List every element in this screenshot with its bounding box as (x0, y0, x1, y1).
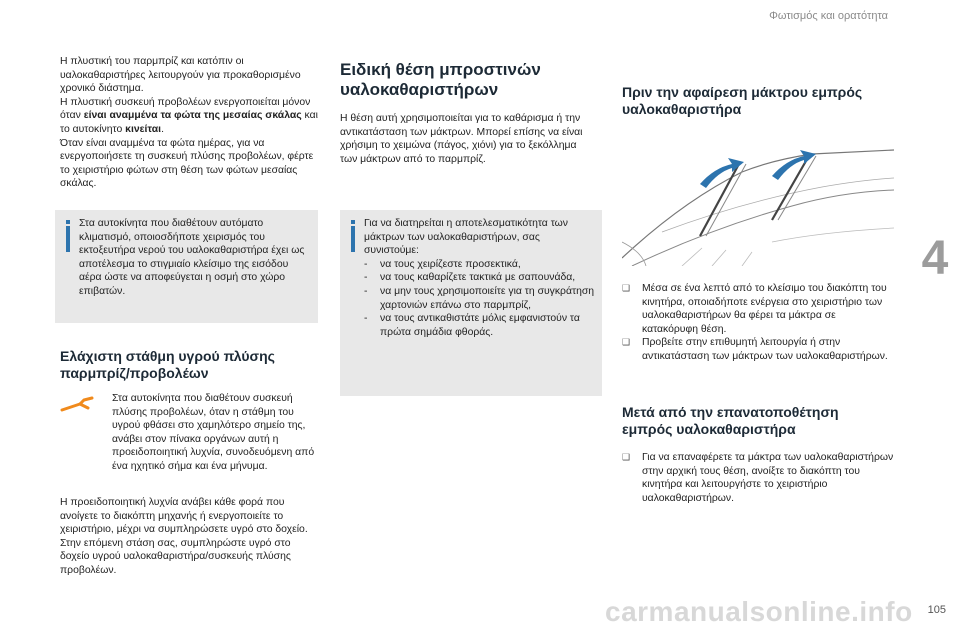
info-intro: Για να διατηρείται η αποτελεσματικότητα των μάκτρων των υαλοκαθαριστήρων, σας συνιστούμε: (364, 218, 568, 257)
info-box-blades (340, 210, 602, 396)
section-heading: Μετά από την επανατοποθέτηση εμπρός υαλοκαθαριστήρα (622, 404, 839, 437)
list-item: - να τους αντικαθιστάτε μόλις εμφανιστούν τα πρώτα σημάδια φθοράς. (364, 312, 596, 339)
info-icon (351, 226, 355, 252)
paragraph: Η πλυστική συσκευή προβολέων ενεργοποιείται μόνον όταν είναι αναμμένα τα φώτα της μεσαίας σκάλας και το αυτοκίνητο κινείται. (60, 96, 318, 135)
info-box-climate (55, 210, 318, 323)
section-title: Φωτισμός και ορατότητα (769, 10, 888, 22)
chapter-tab (910, 228, 960, 290)
paragraph: Η πλυστική του παρμπρίζ και κατόπιν οι υαλοκαθαριστήρες λειτουργούν για προκαθορισμένο χρονικό διάστημα. (60, 56, 301, 95)
list-item: - να τους χειρίζεστε προσεκτικά, (364, 258, 596, 272)
section-heading: Πριν την αφαίρεση μάκτρου εμπρός υαλοκαθαριστήρα (622, 84, 863, 117)
wiper-illustration (622, 132, 894, 266)
warning-text: Στα αυτοκίνητα που διαθέτουν συσκευή πλύσης προβολέων, όταν η στάθμη του υγρού φθάσει στο χαμηλότερο σημείο της, ανάβει στον πίνακα οργάνων αυτή η προειδοποιητική λυχνία, συνοδευόμενη από ένα ηχητικό σήμα και ένα μήνυμα. (112, 393, 315, 472)
section-heading: Ελάχιστη στάθμη υγρού πλύσης παρμπρίζ/προβολέων (60, 348, 275, 381)
paragraph: Η προειδοποιητική λυχνία ανάβει κάθε φορά που ανοίγετε το διακόπτη μηχανής ή ενεργοποιείτε το χειριστήριο, μέχρι να συμπληρώσετε υγρό στο δοχείο. (60, 497, 308, 536)
list-item: ❑ Προβείτε στην επιθυμητή λειτουργία ή στην αντικατάσταση των μάκτρων των υαλοκαθαριστήρων. (622, 336, 894, 363)
paragraph: Στην επόμενη στάση σας, συμπληρώστε υγρό στο δοχείο υγρού υαλοκαθαριστήρα/συσκευής πλύσης προβολέων. (60, 537, 291, 576)
info-icon (66, 226, 70, 252)
page-number: 105 (927, 604, 946, 616)
before-removal-list (622, 282, 894, 364)
list-item: ❑ Μέσα σε ένα λεπτό από το κλείσιμο του διακόπτη του κινητήρα, οποιαδήποτε ενέργεια στο χειριστήριο των υαλοκαθαριστήρων θα φέρει τα μάκτρα σε κατακόρυφη θέση. (622, 282, 894, 336)
after-refit-list (622, 451, 894, 505)
section-heading: Ειδική θέση μπροστινών υαλοκαθαριστήρων (340, 60, 541, 99)
list-item: - να μην τους χρησιμοποιείτε για τη συγκράτηση χαρτονιών επάνω στο παρμπρίζ, (364, 285, 596, 312)
washer-warning-icon (58, 394, 98, 416)
watermark: carmanualsonline.info (605, 596, 913, 627)
list-item: - να τους καθαρίζετε τακτικά με σαπουνάδα, (364, 271, 596, 285)
paragraph: Η θέση αυτή χρησιμοποιείται για το καθάρισμα ή την αντικατάσταση των μάκτρων. Μπορεί επίσης να είναι χρήσιμη το χειμώνα (πάγος, χιόνι) για το ξεκόλλημα των μάκτρων από το παρμπρίζ. (340, 113, 583, 165)
intro-text (60, 55, 318, 191)
recommendations-list (364, 258, 596, 340)
chapter-number: 4 (921, 232, 949, 285)
paragraph: Όταν είναι αναμμένα τα φώτα ημέρας, για να ενεργοποιήσετε τη συσκευή πλύσης προβολέων, φέρτε το χειριστήριο φώτων στη θέση των φώτων μεσαίας σκάλας. (60, 137, 314, 190)
list-item: ❑ Για να επαναφέρετε τα μάκτρα των υαλοκαθαριστήρων στην αρχική τους θέση, ανοίξτε το διακόπτη του κινητήρα και λειτουργήστε το χειριστήριο υαλοκαθαριστήρων. (622, 451, 894, 505)
info-text: Στα αυτοκίνητα που διαθέτουν αυτόματο κλιματισμό, οποιοσδήποτε χειρισμός του εκτοξευτήρα νερού του υαλοκαθαριστήρα έχει ως αποτέλεσμα το στιγμιαίο κλείσιμο της εισόδου αέρα ώστε να αποφεύγεται η οσμή στο χώρο επιβατών. (79, 218, 305, 297)
warning-explanation (60, 496, 318, 578)
